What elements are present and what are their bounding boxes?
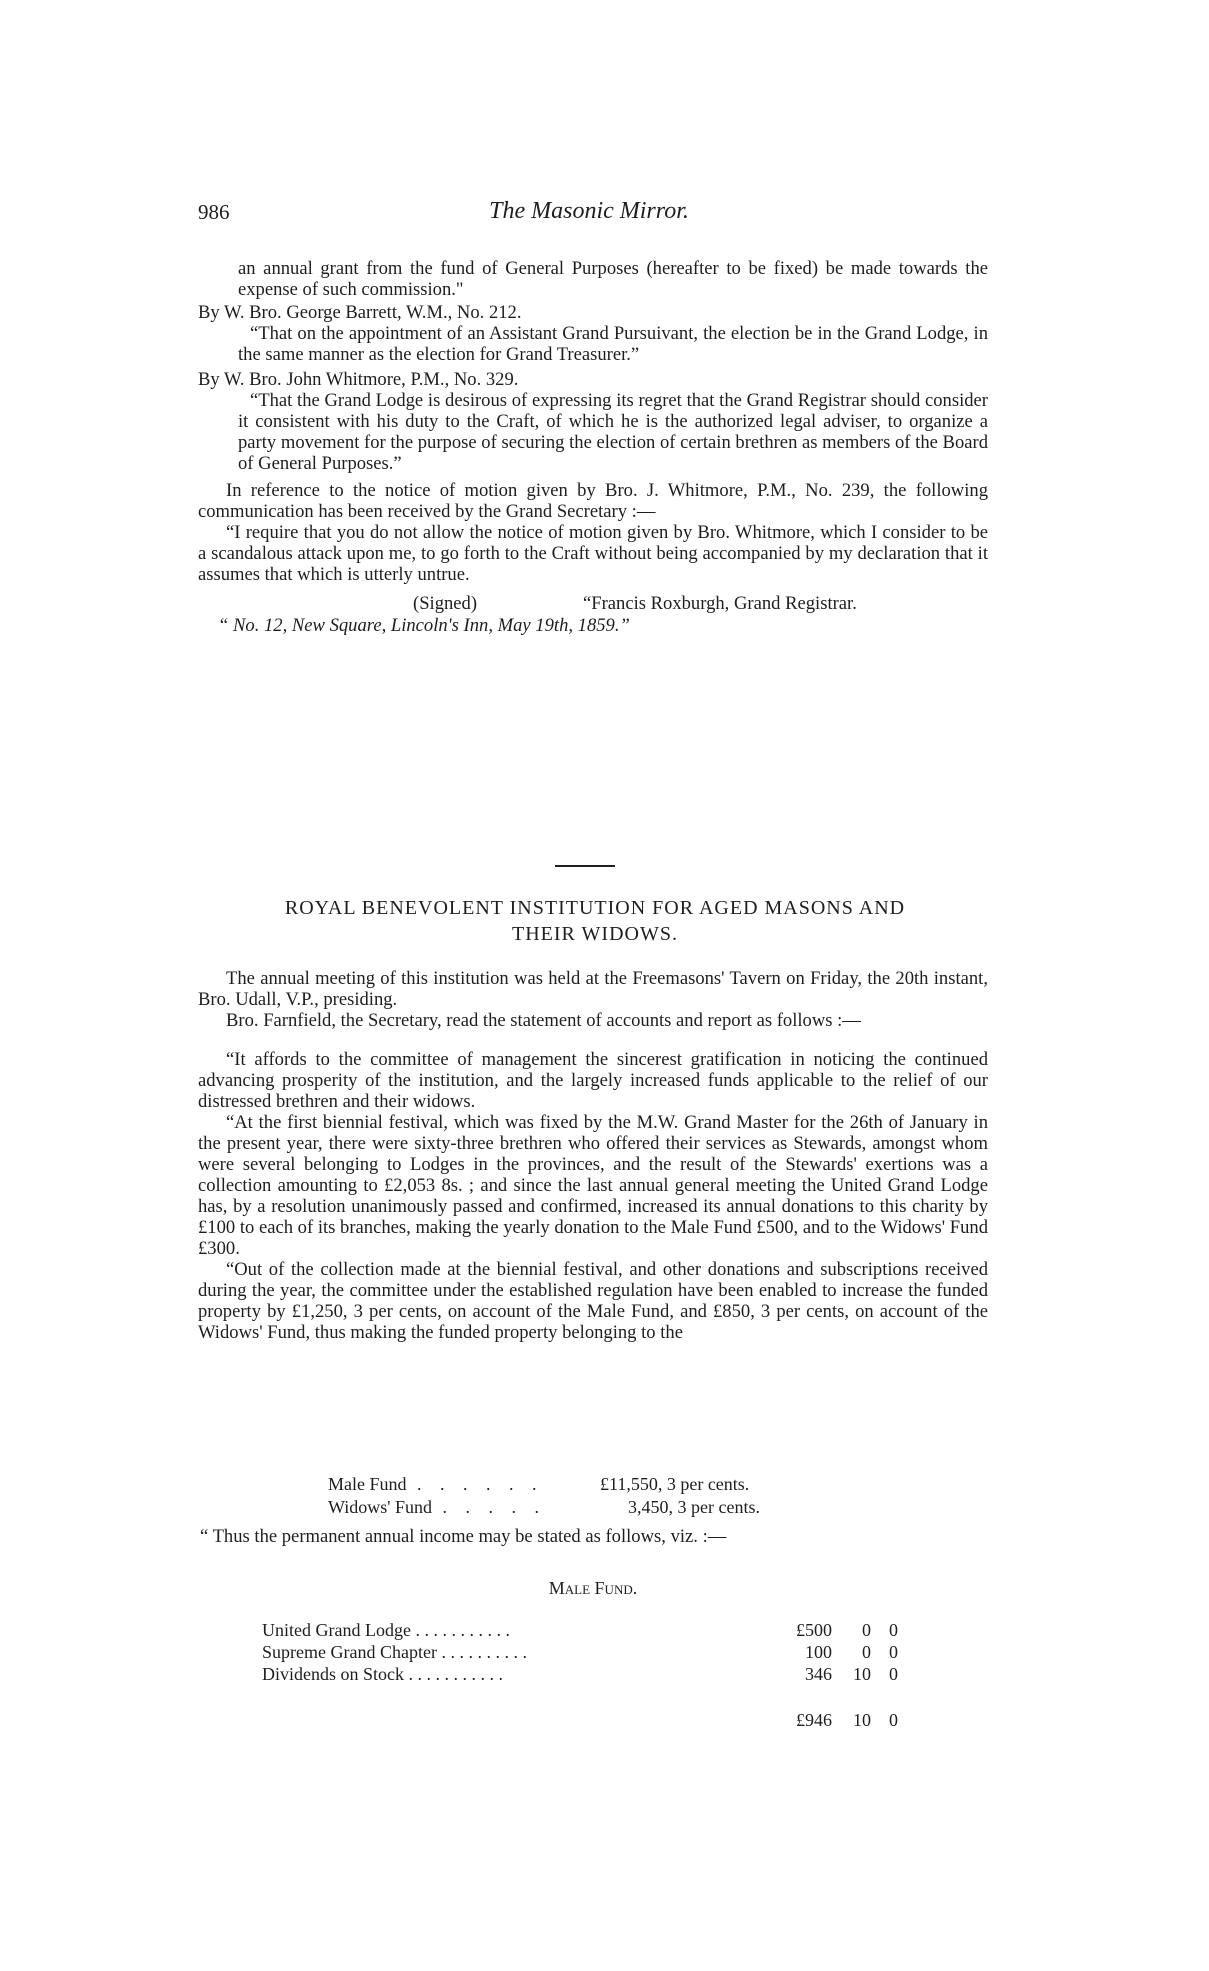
article-title-line: THEIR WIDOWS. <box>512 923 678 945</box>
paragraph: “ Thus the permanent annual income may be stated as follows, viz. :— <box>200 1526 727 1547</box>
article-body <box>198 968 988 1343</box>
report-paragraph: “It affords to the committee of management the sincerest gratification in noticing the continued advancing prosperity of the institution, and the largely increased funds applicable to the relief of our distressed brethren and their widows. <box>198 1049 988 1112</box>
paragraph: Bro. Farnfield, the Secretary, read the statement of accounts and report as follows :— <box>226 1010 861 1031</box>
table-title: Male Fund. <box>548 1578 638 1598</box>
letter-address: “ No. 12, New Square, Lincoln's Inn, May 19th, 1859.” <box>218 615 630 636</box>
row-pence: 0 <box>889 1620 898 1640</box>
signed-label: (Signed) <box>413 593 478 614</box>
page-header <box>198 200 980 234</box>
row-pounds: £500 <box>796 1620 832 1640</box>
fund-row <box>328 1497 546 1518</box>
reference-paragraph: In reference to the notice of motion given by Bro. J. Whitmore, P.M., No. 239, the following communication has been received by the Grand Secretary :— <box>198 480 988 522</box>
total-pence: 0 <box>889 1710 898 1730</box>
fund-label: Male Fund <box>328 1474 407 1494</box>
total-shillings: 10 <box>853 1710 871 1730</box>
motion-text: “That on the appointment of an Assistant Grand Pursuivant, the election be in the Grand Lodge, in the same manner as the election for Grand Treasurer.” <box>238 323 988 365</box>
row-pounds: 100 <box>805 1642 832 1662</box>
motion-text: “That the Grand Lodge is desirous of expressing its regret that the Grand Registrar should consider it consistent with his duty to the Craft, of which he is the authorized legal adviser, to organize a party movement for the purpose of securing the election of certain brethren as members of the Board of General Purposes.” <box>238 390 988 474</box>
report-paragraph: “Out of the collection made at the biennial festival, and other donations and subscriptions received during the year, the committee under the established regulation have been enabled to increase the funded property by £1,250, 3 per cents, on account of the Male Fund, and £850, 3 per cents, on account of the Widows' Fund, thus making the funded property belonging to the <box>198 1259 988 1343</box>
table-total-row <box>262 1710 902 1732</box>
notice-continuation: an annual grant from the fund of General Purposes (hereafter to be fixed) be made towards the expense of such commission." <box>238 258 988 300</box>
signature-line <box>198 593 988 615</box>
row-pence: 0 <box>889 1642 898 1662</box>
fund-amount: £11,550, 3 per cents. <box>600 1474 750 1494</box>
paragraph: The annual meeting of this institution was held at the Freemasons' Tavern on Friday, the 20th instant, Bro. Udall, V.P., presiding. <box>198 968 988 1010</box>
total-pounds: £946 <box>796 1710 832 1730</box>
table-row <box>262 1620 902 1642</box>
table-row <box>262 1642 902 1664</box>
row-shillings: 0 <box>862 1620 871 1640</box>
article-title <box>210 895 980 947</box>
leader-dots: . . . . . . <box>417 1474 544 1494</box>
income-intro <box>198 1526 988 1547</box>
row-shillings: 0 <box>862 1642 871 1662</box>
row-pence: 0 <box>889 1664 898 1684</box>
running-title: The Masonic Mirror. <box>489 198 689 224</box>
signatory: “Francis Roxburgh, Grand Registrar. <box>583 593 857 614</box>
row-label: Dividends on Stock . . . . . . . . . . . <box>262 1664 503 1684</box>
table-heading <box>198 1578 988 1602</box>
letter-text: “I require that you do not allow the notice of motion given by Bro. Whitmore, which I consider to be a scandalous attack upon me, to go forth to the Craft without being accompanied by my declaration that it assumes that which is utterly untrue. <box>198 522 988 585</box>
row-label: United Grand Lodge . . . . . . . . . . . <box>262 1620 510 1640</box>
fund-row <box>328 1474 544 1495</box>
notices-of-motion <box>198 258 988 636</box>
motion-byline: By W. Bro. John Whitmore, P.M., No. 329. <box>198 369 519 390</box>
row-label: Supreme Grand Chapter . . . . . . . . . . <box>262 1642 527 1662</box>
row-shillings: 10 <box>853 1664 871 1684</box>
row-pounds: 346 <box>805 1664 832 1684</box>
article-title-line: ROYAL BENEVOLENT INSTITUTION FOR AGED MASONS AND <box>284 897 906 919</box>
table-row <box>262 1664 902 1686</box>
fund-label: Widows' Fund <box>328 1497 433 1517</box>
fund-amount: 3,450, 3 per cents. <box>628 1497 760 1517</box>
section-divider <box>555 865 615 867</box>
leader-dots: . . . . . <box>442 1497 547 1517</box>
page-number: 986 <box>198 200 230 224</box>
report-paragraph: “At the first biennial festival, which was fixed by the M.W. Grand Master for the 26th of January in the present year, there were sixty-three brethren who offered their services as Stewards, amongst whom were several belonging to Lodges in the provinces, and the result of the Stewards' exertions was a collection amounting to £2,053 8s. ; and since the last annual general meeting the United Grand Lodge has, by a resolution unanimously passed and confirmed, increased its annual donations to this charity by £100 to each of its branches, making the yearly donation to the Male Fund £500, and to the Widows' Fund £300. <box>198 1112 988 1259</box>
motion-byline: By W. Bro. George Barrett, W.M., No. 212. <box>198 302 522 323</box>
